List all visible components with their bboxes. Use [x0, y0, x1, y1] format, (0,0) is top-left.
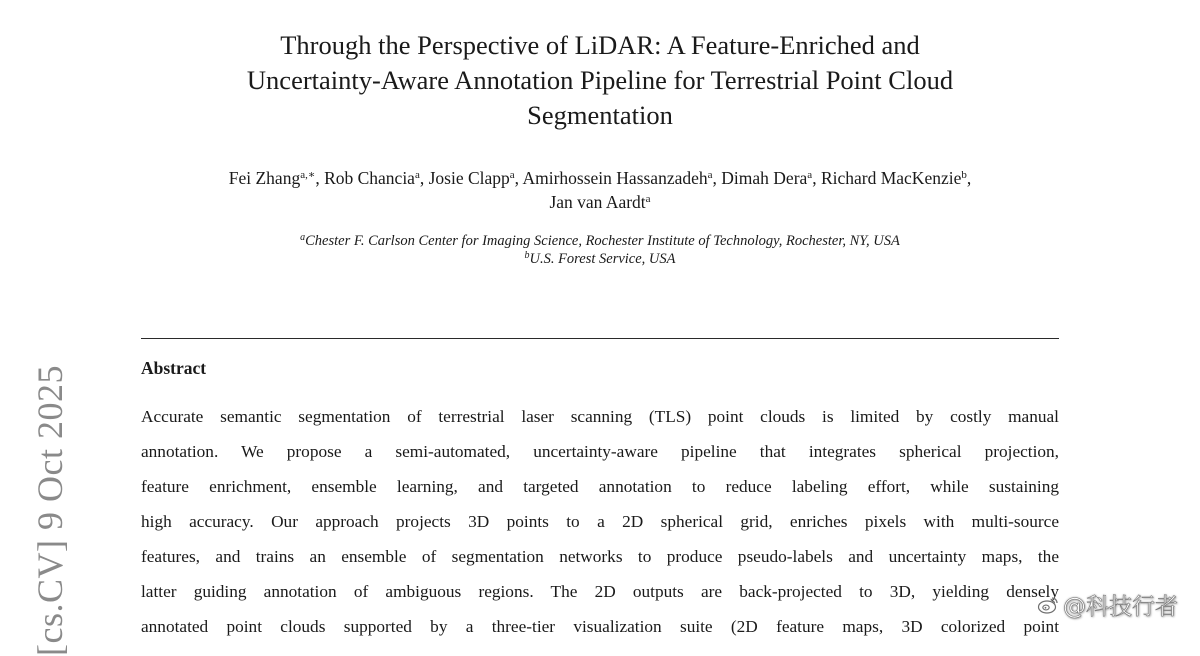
- abstract-line: features, and trains an ensemble of segmentation networks to produce pseudo-labels and uncertainty maps, the: [141, 547, 1059, 566]
- author-line-2: [120, 190, 1080, 214]
- author: Dimah Dera$^a$,: [721, 168, 821, 188]
- abstract-line: latter guiding annotation of ambiguous regions. The 2D outputs are back-projected to 3D, yielding densely: [141, 582, 1059, 601]
- abstract-line: annotated point clouds supported by a three-tier visualization suite (2D feature maps, 3D colorized point: [141, 617, 1059, 636]
- author: Amirhossein Hassanzadeh$^a$,: [522, 168, 722, 188]
- author: Josie Clapp$^a$,: [428, 168, 523, 188]
- affiliation-list: [120, 232, 1080, 268]
- arxiv-stamp-text: [cs.CV] 9 Oct 2025: [30, 365, 70, 656]
- paper-title-line-3: Segmentation: [527, 100, 673, 130]
- paper-title: [150, 28, 1050, 133]
- abstract-line: feature enrichment, ensemble learning, and targeted annotation to reduce labeling effort, while sustaining: [141, 477, 1059, 496]
- paper-title-line-1: Through the Perspective of LiDAR: A Feature-Enriched and: [280, 30, 920, 60]
- abstract-heading: Abstract: [141, 358, 207, 378]
- weibo-logo-icon: [1037, 594, 1059, 616]
- section-divider: [141, 338, 1059, 339]
- paper-title-line-2: Uncertainty-Aware Annotation Pipeline for Terrestrial Point Cloud: [246, 65, 954, 95]
- author: Jan van Aardt$^a$: [549, 192, 651, 212]
- arxiv-side-stamp: [30, 357, 84, 656]
- watermark: [1037, 588, 1178, 621]
- author: Richard MacKenzie$^b$,: [820, 168, 972, 188]
- abstract-line: annotation. We propose a semi-automated, uncertainty-aware pipeline that integrates spherical projection,: [141, 442, 1059, 461]
- affiliation-a: $^a$Chester F. Carlson Center for Imaging Science, Rochester Institute of Technology, Rochester, NY, USA: [300, 232, 900, 249]
- author-line-1: [120, 166, 1080, 190]
- author: Rob Chancia$^a$,: [324, 168, 429, 188]
- author: Fei Zhang$^{a,∗}$,: [228, 168, 325, 188]
- affiliation-b: $^b$U.S. Forest Service, USA: [524, 250, 676, 267]
- watermark-text: @科技行者: [1063, 594, 1178, 620]
- author-list: [120, 166, 1080, 214]
- abstract-line: high accuracy. Our approach projects 3D points to a 2D spherical grid, enriches pixels with multi-source: [141, 512, 1059, 531]
- abstract-body: [141, 403, 1059, 648]
- abstract-line: Accurate semantic segmentation of terrestrial laser scanning (TLS) point clouds is limited by costly manual: [141, 407, 1059, 426]
